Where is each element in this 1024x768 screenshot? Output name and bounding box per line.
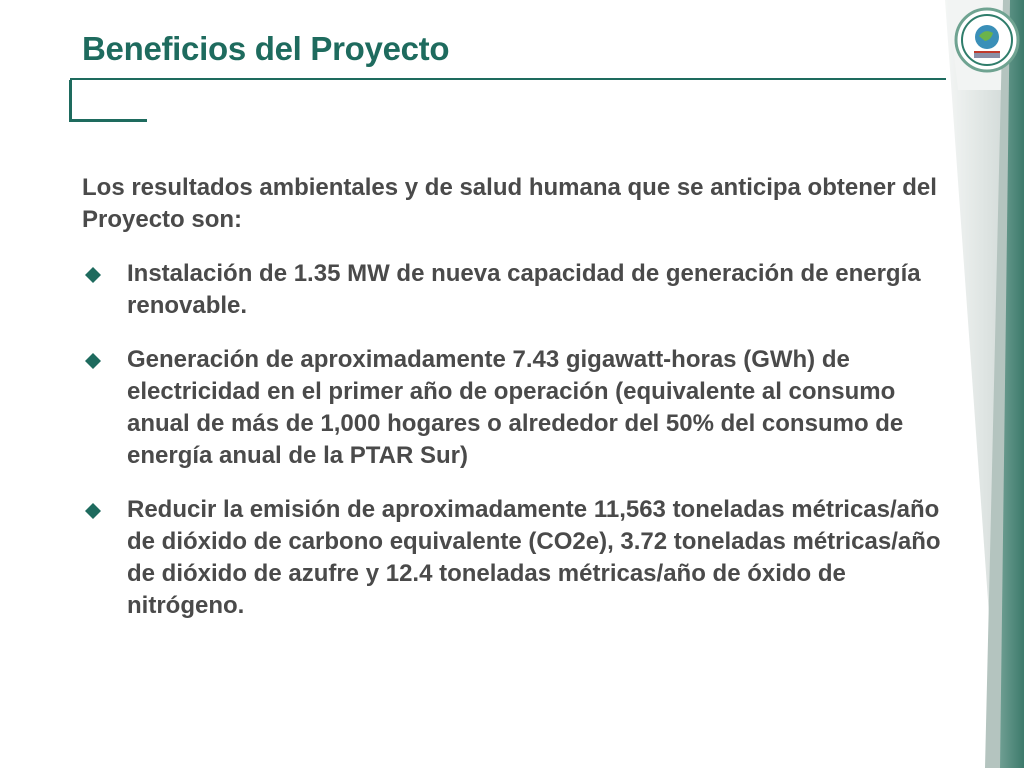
list-item — [82, 344, 944, 472]
title-bracket-horizontal — [69, 119, 147, 122]
list-item-text: Reducir la emisión de aproximadamente 11,563 toneladas métricas/año de dióxido de carbono equivalente (CO2e), 3.72 toneladas métricas/año de dióxido de azufre y 12.4 toneladas métricas/año de óxido de nitrógeno. — [127, 496, 941, 619]
list-item — [82, 494, 944, 622]
benefits-list — [82, 258, 944, 622]
slide-title: Beneficios del Proyecto — [82, 30, 450, 67]
list-item-text: Instalación de 1.35 MW de nueva capacidad de generación de energía renovable. — [127, 260, 921, 319]
diamond-icon — [84, 266, 102, 284]
intro-paragraph: Los resultados ambientales y de salud humana que se anticipa obtener del Proyecto son: — [82, 174, 937, 233]
organization-logo-icon — [952, 6, 1022, 74]
title-underline — [70, 78, 946, 80]
title-bracket-vertical — [69, 80, 72, 122]
diamond-icon — [84, 502, 102, 520]
slide-body — [82, 172, 944, 644]
list-item — [82, 258, 944, 322]
list-item-text: Generación de aproximadamente 7.43 gigawatt-horas (GWh) de electricidad en el primer año de operación (equivalente al consumo anual de más de 1,000 hogares o alrededor del 50% del consumo de energía anual de la PTAR Sur) — [127, 346, 904, 469]
diamond-icon — [84, 352, 102, 370]
